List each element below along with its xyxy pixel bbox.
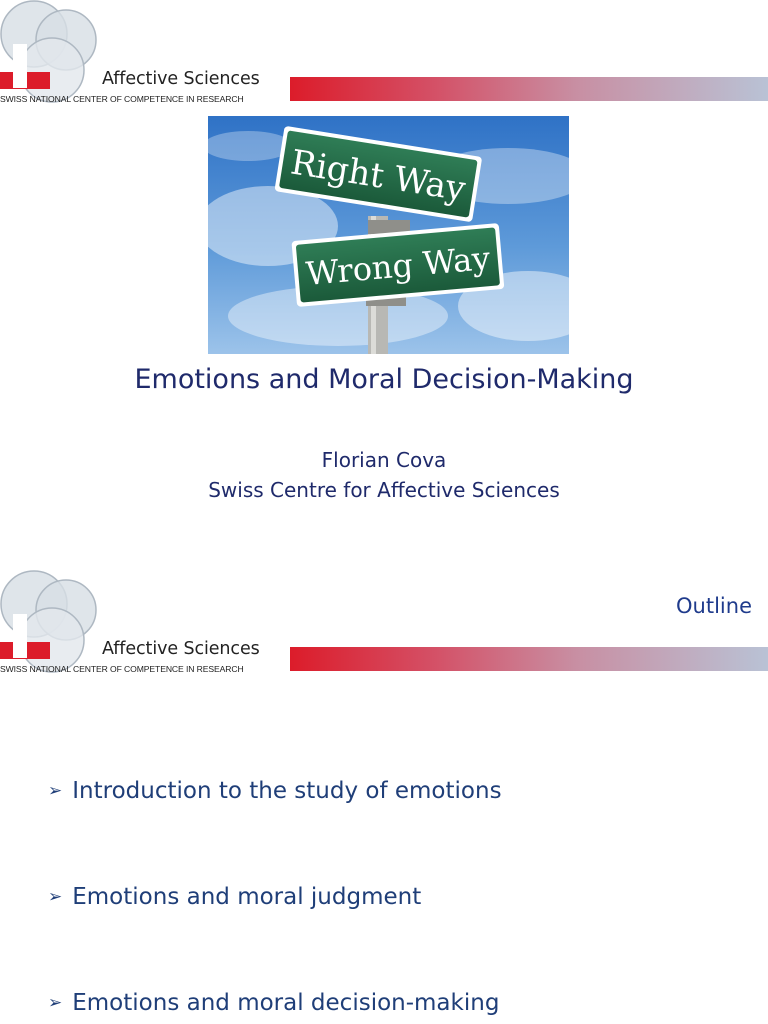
logo-subtitle: SWISS NATIONAL CENTER OF COMPETENCE IN RESEARCH xyxy=(0,664,244,674)
author-affiliation: Swiss Centre for Affective Sciences xyxy=(208,478,560,502)
list-item xyxy=(48,884,421,910)
author-name: Florian Cova xyxy=(321,448,447,472)
street-sign-photo xyxy=(208,116,569,354)
list-item xyxy=(48,778,502,804)
list-item xyxy=(48,990,499,1016)
affective-sciences-logo xyxy=(0,570,300,680)
outline-slide xyxy=(0,570,768,1024)
header-gradient-bar xyxy=(290,77,768,101)
sign-right-way: Right Way xyxy=(287,142,469,210)
slide-title: Emotions and Moral Decision-Making xyxy=(134,364,634,395)
logo-brand-name: Affective Sciences xyxy=(102,639,260,659)
arrowhead-bullet-icon: ➢ xyxy=(48,993,63,1013)
logo-subtitle: SWISS NATIONAL CENTER OF COMPETENCE IN RESEARCH xyxy=(0,94,244,104)
header-gradient-bar xyxy=(290,647,768,671)
outline-heading: Outline xyxy=(676,594,752,618)
bullet-text: Emotions and moral judgment xyxy=(72,884,422,910)
bullet-text: Introduction to the study of emotions xyxy=(72,778,502,804)
sign-wrong-way: Wrong Way xyxy=(304,239,492,293)
arrowhead-bullet-icon: ➢ xyxy=(48,781,63,801)
arrowhead-bullet-icon: ➢ xyxy=(48,887,63,907)
logo-brand-name: Affective Sciences xyxy=(102,69,260,89)
bullet-text: Emotions and moral decision-making xyxy=(72,990,500,1016)
affective-sciences-logo xyxy=(0,0,300,110)
